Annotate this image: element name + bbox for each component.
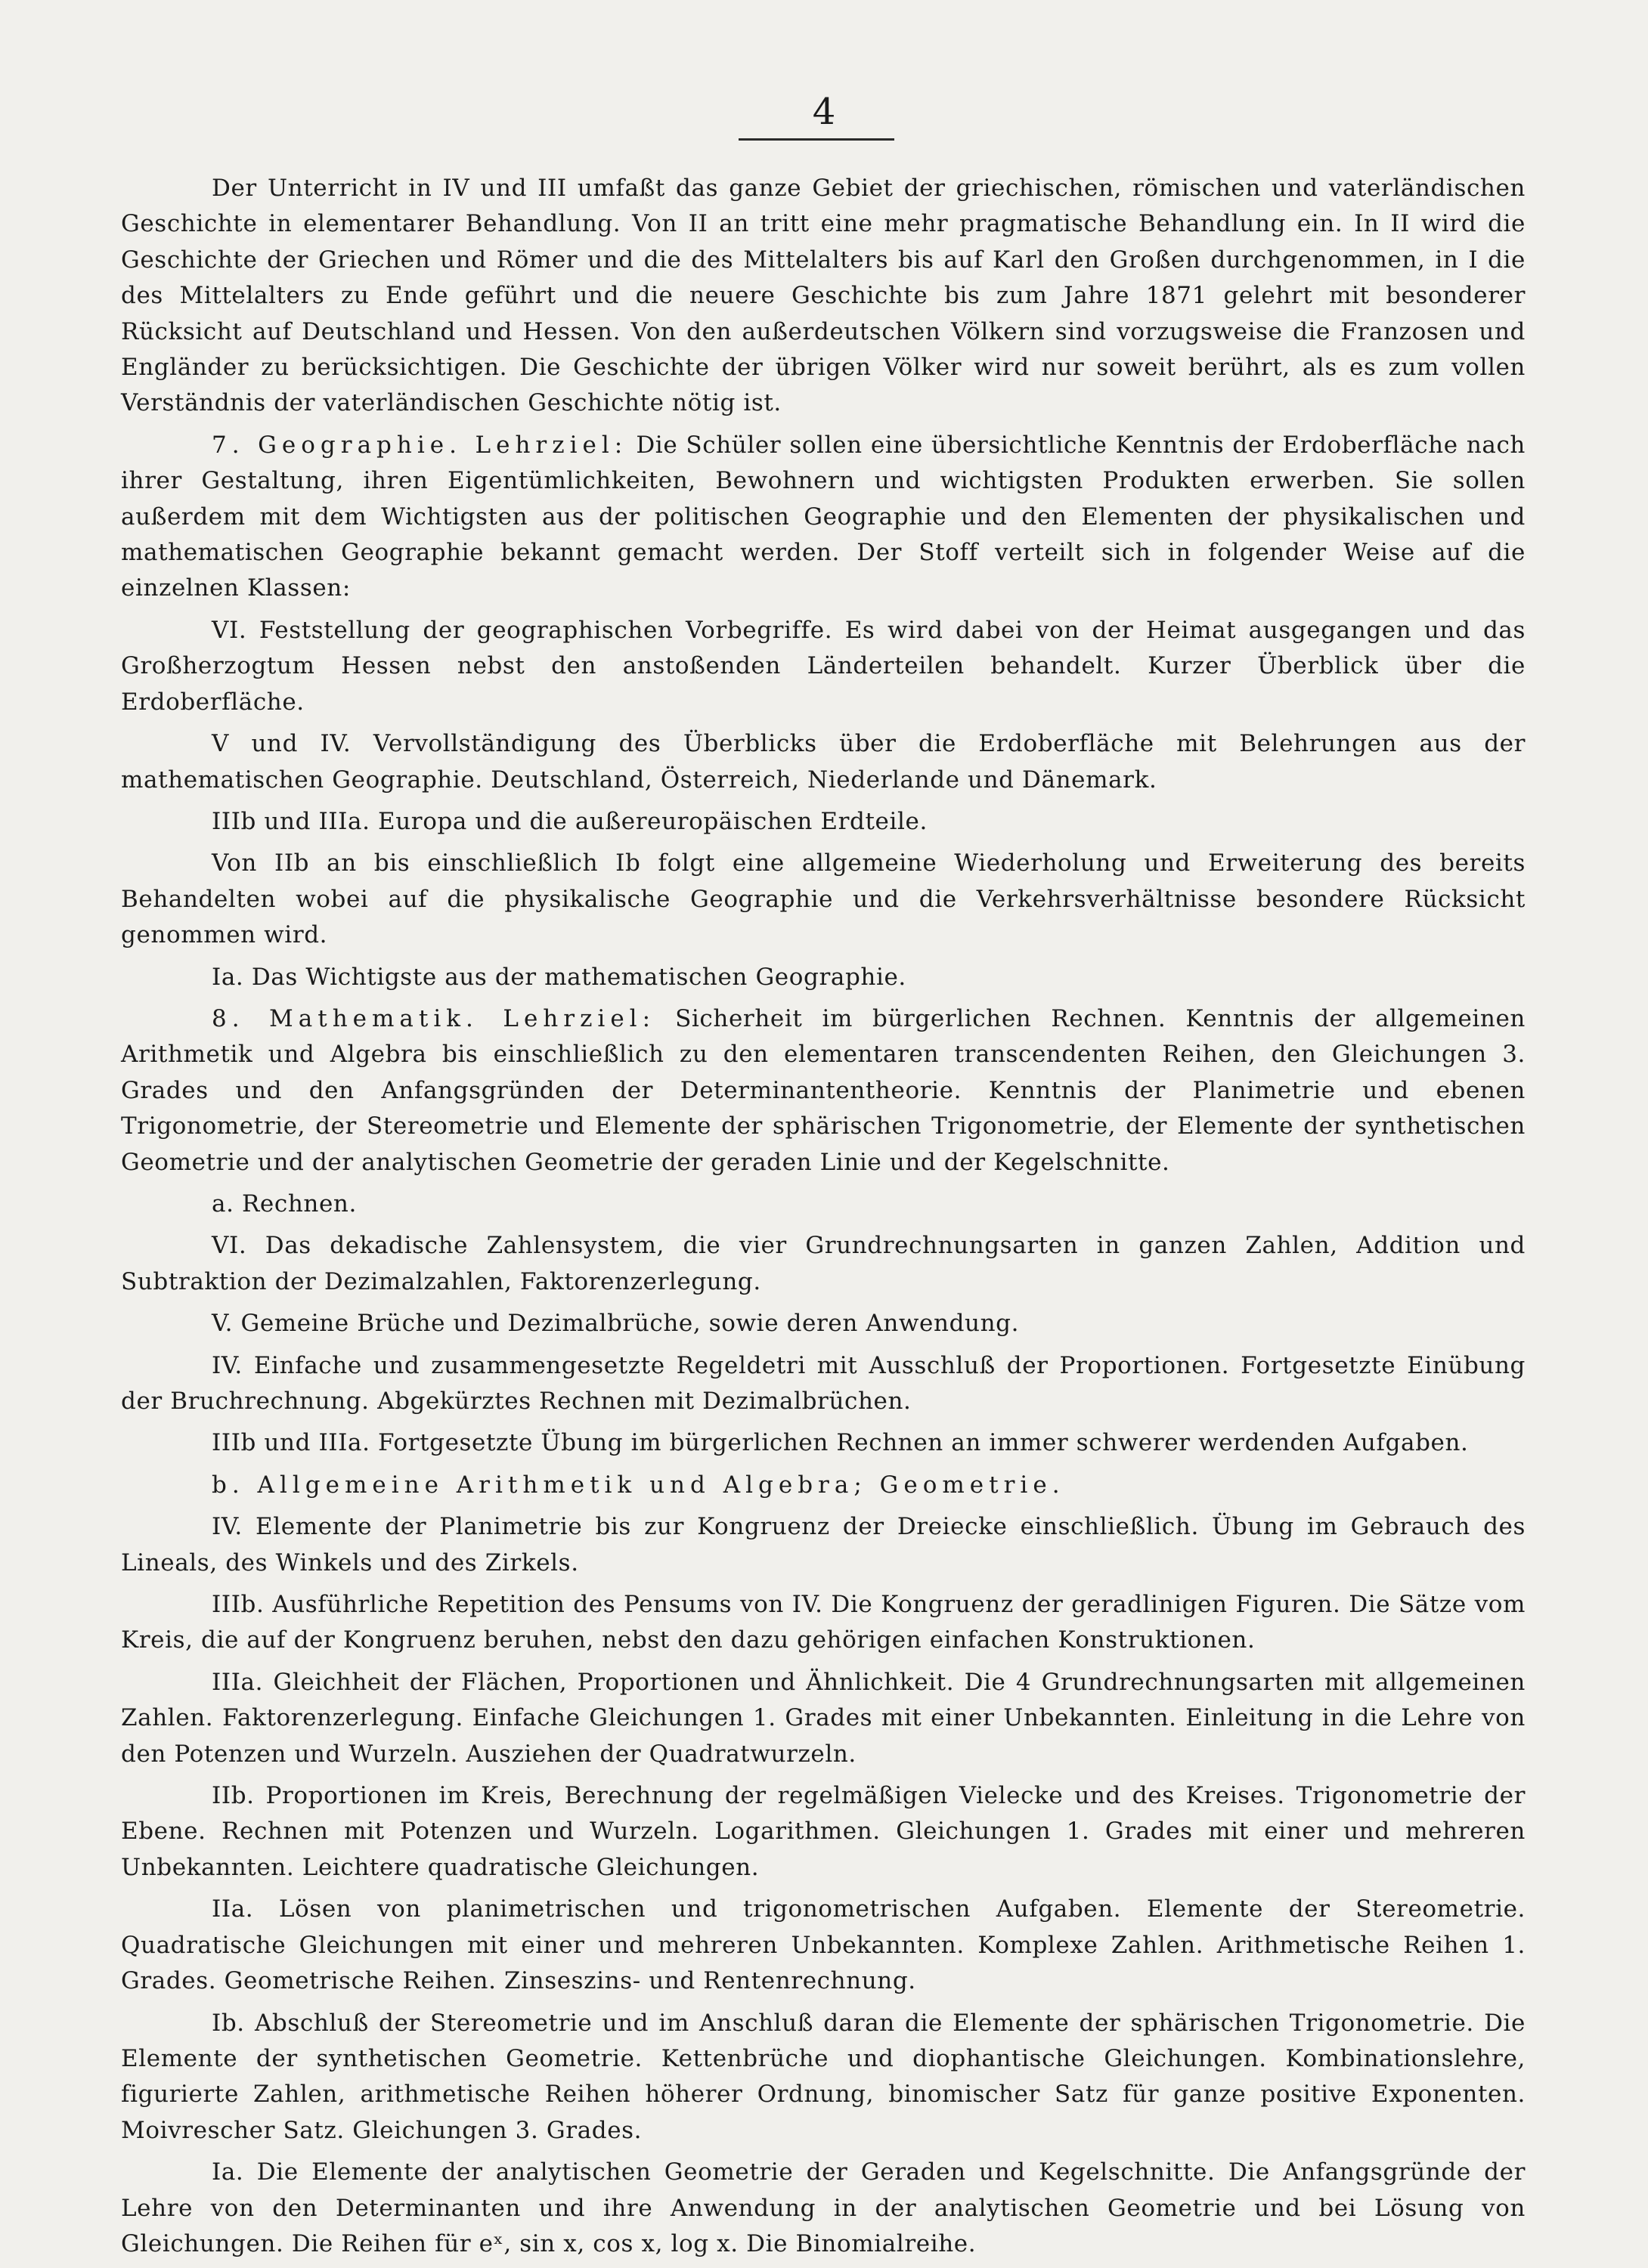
- paragraph-math-iv: [121, 1509, 1526, 1581]
- paragraph-math-ia: [121, 2155, 1526, 2262]
- paragraph-rechnen-iiib-iiia: [121, 1425, 1526, 1461]
- subheading-arithmetik-geometrie: [121, 1468, 1526, 1503]
- page-number-rule: [739, 138, 894, 141]
- paragraph-text: V. Gemeine Brüche und Dezimalbrüche, sowie deren Anwendung.: [212, 1310, 1020, 1338]
- document-body: [121, 171, 1526, 2268]
- paragraph-geo-iib-ib: [121, 846, 1526, 953]
- paragraph-math-iia: [121, 1892, 1526, 1999]
- paragraph-geo-iiib-iiia: [121, 804, 1526, 840]
- section-heading-geographie: 7. Geographie. Lehrziel:: [212, 431, 628, 459]
- paragraph-text: IV. Elemente der Planimetrie bis zur Kongruenz der Dreiecke einschließlich. Übung im Gebrauch des Lineals, des Winkels und des Zirkels.: [121, 1513, 1526, 1576]
- paragraph-rechnen-v: [121, 1306, 1526, 1341]
- page-number: 4: [812, 91, 836, 133]
- paragraph-mathematik-lehrziel: [121, 1001, 1526, 1180]
- paragraph-geschichte: [121, 171, 1526, 422]
- paragraph-geographie-lehrziel: [121, 428, 1526, 607]
- paragraph-geo-vi: [121, 613, 1526, 720]
- paragraph-math-ib: [121, 2006, 1526, 2149]
- paragraph-text: Ia. Die Elemente der analytischen Geometrie der Geraden und Kegelschnitte. Die Anfangsgründe der Lehre von den Determinanten und ihre Anwendung in der analytischen Geometrie und bei Lösung von Gleichungen. Die Reihen für eˣ, sin x, cos x, log x. Die Binomialreihe.: [121, 2158, 1526, 2257]
- paragraph-text: Ia. Das Wichtigste aus der mathematischen Geographie.: [212, 963, 906, 991]
- paragraph-text: Ib. Abschluß der Stereometrie und im Anschluß daran die Elemente der sphärischen Trigonometrie. Die Elemente der synthetischen Geometrie. Kettenbrüche und diophantische Gleichungen. Kombinationslehre, figurierte Zahlen, arithmetische Reihen höherer Ordnung, binomischer Satz für ganze positive Exponenten. Moivrescher Satz. Gleichungen 3. Grades.: [121, 2009, 1526, 2144]
- paragraph-rechnen-vi: [121, 1228, 1526, 1300]
- section-heading-arithmetik: b. Allgemeine Arithmetik und Algebra; Geometrie.: [212, 1471, 1065, 1499]
- paragraph-text: Sicherheit im bürgerlichen Rechnen. Kenntnis der allgemeinen Arithmetik und Algebra bis einschließlich zu den elementaren transcendenten Reihen, den Gleichungen 3. Grades und den Anfangsgründen der Determinantentheorie. Kenntnis der Planimetrie und ebenen Trigonometrie, der Stereometrie und Elemente der sphärischen Trigonometrie, der Elemente der synthetischen Geometrie und der analytischen Geometrie der geraden Linie und der Kegelschnitte.: [121, 1004, 1526, 1176]
- paragraph-geo-v-iv: [121, 726, 1526, 798]
- paragraph-text: a. Rechnen.: [212, 1190, 357, 1218]
- paragraph-text: IIIa. Gleichheit der Flächen, Proportionen und Ähnlichkeit. Die 4 Grundrechnungsarten mit allgemeinen Zahlen. Faktorenzerlegung. Einfache Gleichungen 1. Grades mit einer Unbekannten. Einleitung in die Lehre von den Potenzen und Wurzeln. Ausziehen der Quadratwurzeln.: [121, 1668, 1526, 1768]
- paragraph-text: V und IV. Vervollständigung des Überblicks über die Erdoberfläche mit Belehrungen aus der mathematischen Geographie. Deutschland, Österreich, Niederlande und Dänemark.: [121, 730, 1526, 794]
- paragraph-math-iiib: [121, 1587, 1526, 1659]
- paragraph-text: VI. Das dekadische Zahlensystem, die vier Grundrechnungsarten in ganzen Zahlen, Addition und Subtraktion der Dezimalzahlen, Faktorenzerlegung.: [121, 1232, 1526, 1295]
- paragraph-text: VI. Feststellung der geographischen Vorbegriffe. Es wird dabei von der Heimat ausgegangen und das Großherzogtum Hessen nebst den anstoßenden Länderteilen behandelt. Kurzer Überblick über die Erdoberfläche.: [121, 616, 1526, 716]
- paragraph-text: IIIb und IIIa. Fortgesetzte Übung im bürgerlichen Rechnen an immer schwerer werdenden Aufgaben.: [212, 1429, 1469, 1457]
- paragraph-text: IV. Einfache und zusammengesetzte Regeldetri mit Ausschluß der Proportionen. Fortgesetzte Einübung der Bruchrechnung. Abgekürztes Rechnen mit Dezimalbrüchen.: [121, 1351, 1526, 1415]
- paragraph-text: IIb. Proportionen im Kreis, Berechnung der regelmäßigen Vielecke und des Kreises. Trigonometrie der Ebene. Rechnen mit Potenzen und Wurzeln. Logarithmen. Gleichungen 1. Grades mit einer und mehreren Unbekannten. Leichtere quadratische Gleichungen.: [121, 1782, 1526, 1881]
- paragraph-text: IIIb und IIIa. Europa und die außereuropäischen Erdteile.: [212, 807, 928, 835]
- paragraph-geo-ia: [121, 960, 1526, 995]
- paragraph-text: IIa. Lösen von planimetrischen und trigonometrischen Aufgaben. Elemente der Stereometrie. Quadratische Gleichungen mit einer und mehreren Unbekannten. Komplexe Zahlen. Arithmetische Reihen 1. Grades. Geometrische Reihen. Zinseszins- und Rentenrechnung.: [121, 1895, 1526, 1995]
- paragraph-rechnen-iv: [121, 1348, 1526, 1420]
- paragraph-math-iiia: [121, 1665, 1526, 1772]
- subheading-rechnen: [121, 1187, 1526, 1222]
- paragraph-text: Die Schüler sollen eine übersichtliche Kenntnis der Erdoberfläche nach ihrer Gestaltung, ihren Eigentümlichkeiten, Bewohnern und wichtigsten Produkten erwerben. Sie sollen außerdem mit dem Wichtigsten aus der politischen Geographie und den Elementen der physikalischen und mathematischen Geographie bekannt gemacht werden. Der Stoff verteilt sich in folgender Weise auf die einzelnen Klassen:: [121, 431, 1526, 602]
- paragraph-text: IIIb. Ausführliche Repetition des Pensums von IV. Die Kongruenz der geradlinigen Figuren. Die Sätze vom Kreis, die auf der Kongruenz beruhen, nebst den dazu gehörigen einfachen Konstruktionen.: [121, 1591, 1526, 1654]
- section-heading-mathematik: 8. Mathematik. Lehrziel:: [212, 1004, 656, 1032]
- paragraph-text: Der Unterricht in IV und III umfaßt das ganze Gebiet der griechischen, römischen und vaterländischen Geschichte in elementarer Behandlung. Von II an tritt eine mehr pragmatische Behandlung ein. In II wird die Geschichte der Griechen und Römer und die des Mittelalters bis auf Karl den Großen durchgenommen, in I die des Mittelalters zu Ende geführt und die neuere Geschichte bis zum Jahre 1871 gelehrt mit besonderer Rücksicht auf Deutschland und Hessen. Von den außerdeutschen Völkern sind vorzugsweise die Franzosen und Engländer zu berücksichtigen. Die Geschichte der übrigen Völker wird nur soweit berührt, als es zum vollen Verständnis der vaterländischen Geschichte nötig ist.: [121, 175, 1526, 417]
- paragraph-math-iib: [121, 1778, 1526, 1886]
- paragraph-text: Von IIb an bis einschließlich Ib folgt eine allgemeine Wiederholung und Erweiterung des bereits Behandelten wobei auf die physikalische Geographie und die Verkehrsverhältnisse besondere Rücksicht genommen wird.: [121, 849, 1526, 949]
